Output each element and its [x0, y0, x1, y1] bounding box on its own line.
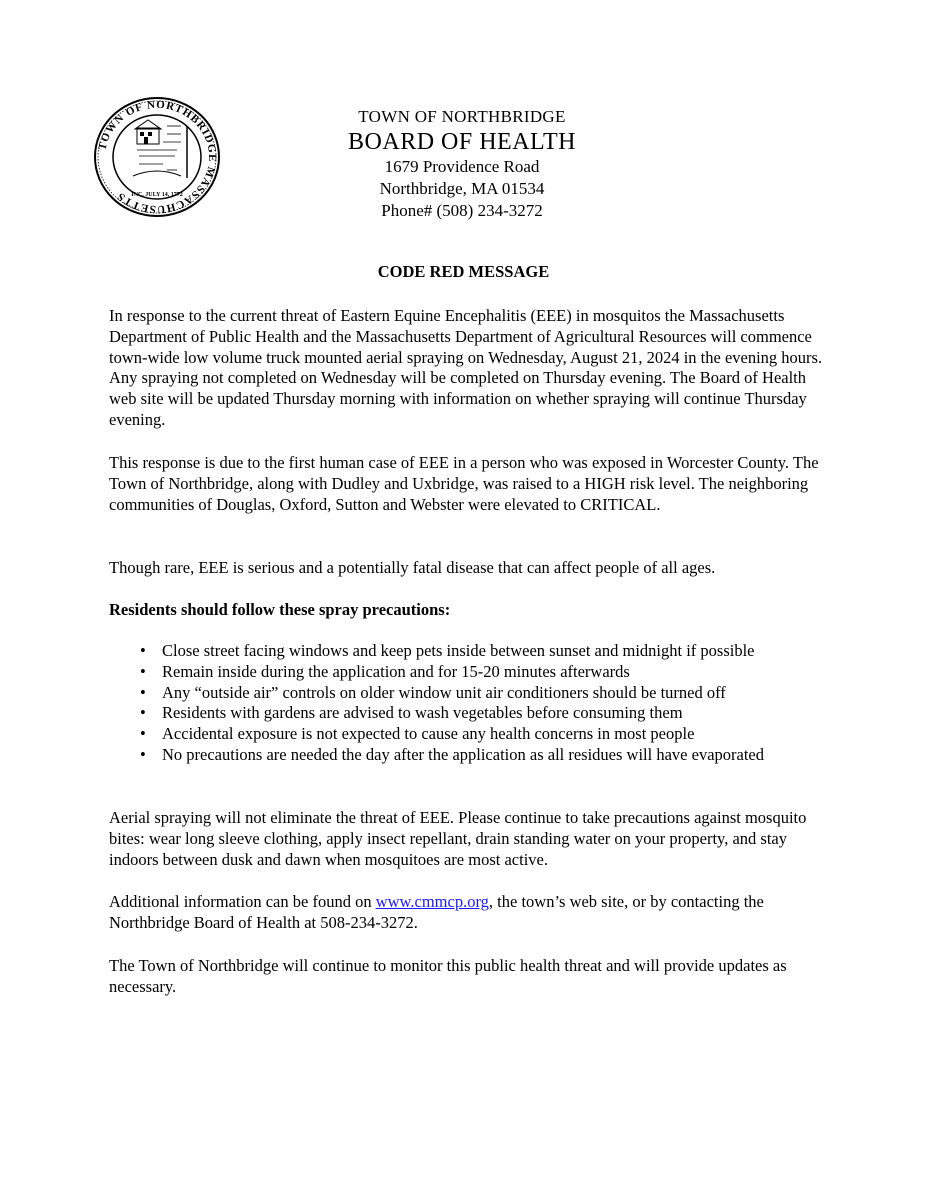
list-item: • Residents with gardens are advised to wash vegetables before consuming them: [140, 703, 683, 723]
paragraph-monitoring: The Town of Northbridge will continue to monitor this public health threat and will provide updates as necessary.: [109, 956, 787, 996]
town-name: TOWN OF NORTHBRIDGE: [358, 107, 566, 126]
bullet-icon: •: [140, 703, 146, 723]
bullet-icon: •: [140, 724, 146, 744]
bullet-icon: •: [140, 744, 146, 764]
street-address: 1679 Providence Road: [384, 157, 540, 176]
board-name: BOARD OF HEALTH: [348, 129, 576, 155]
list-item: • Remain inside during the application and for 15-20 minutes afterwards: [140, 661, 630, 681]
paragraph-continued-precautions: Aerial spraying will not eliminate the threat of EEE. Please continue to take precautions against mosquito bites: wear long sleeve clothing, apply insect repellant, drain standing water on your property, and stay indoors between dusk and dawn when mosquitoes are most active.: [109, 808, 807, 869]
city-state-zip: Northbridge, MA 01534: [379, 179, 545, 198]
bullet-icon: •: [140, 682, 146, 702]
paragraph-additional-info: Additional information can be found on www.cmmcp.org, the town’s web site, or by contacting the Northbridge Board of Health at 508-234-3272.: [109, 892, 764, 932]
list-item: • Close street facing windows and keep pets inside between sunset and midnight if possible: [140, 641, 755, 660]
cmmcp-website-link[interactable]: www.cmmcp.org: [375, 892, 489, 911]
list-item: • Accidental exposure is not expected to cause any health concerns in most people: [140, 724, 695, 744]
svg-text:INC. JULY 14, 1772: INC. JULY 14, 1772: [131, 192, 183, 198]
paragraph-risk-level: This response is due to the first human case of EEE in a person who was exposed in Worcester County. The Town of Northbridge, along with Dudley and Uxbridge, was raised to a HIGH risk level. The neighboring communities of Douglas, Oxford, Sutton and Webster were elevated to CRITICAL.: [109, 453, 819, 514]
document-title: CODE RED MESSAGE: [377, 262, 550, 281]
precautions-list: [109, 641, 829, 766]
phone-number: Phone# (508) 234-3272: [381, 201, 543, 220]
town-seal-logo: [93, 96, 221, 218]
svg-text:TOWN OF NORTHBRIDGE MASSACHUSE: TOWN OF NORTHBRIDGE MASSACHUSETTS: [96, 98, 219, 216]
bullet-icon: •: [140, 661, 146, 681]
paragraph-spraying-announcement: In response to the current threat of Eastern Equine Encephalitis (EEE) in mosquitos the Massachusetts Department of Public Health and the Massachusetts Department of Agricultural Resources will commence town-wide low volume truck mounted aerial spraying on Wednesday, August 21, 2024 in the evening hours. Any spraying not completed on Wednesday will be completed on Thursday evening. The Board of Health web site will be updated Thursday morning with information on whether spraying will continue Thursday evening.: [109, 306, 823, 429]
list-item: • Any “outside air” controls on older window unit air conditioners should be turned off: [140, 682, 726, 702]
precautions-heading: Residents should follow these spray precautions:: [109, 600, 451, 619]
paragraph-disease-info: Though rare, EEE is serious and a potentially fatal disease that can affect people of all ages.: [109, 558, 716, 577]
bullet-icon: •: [140, 641, 146, 660]
list-item: • No precautions are needed the day after the application as all residues will have evaporated: [140, 744, 764, 764]
letterhead: [282, 106, 642, 222]
